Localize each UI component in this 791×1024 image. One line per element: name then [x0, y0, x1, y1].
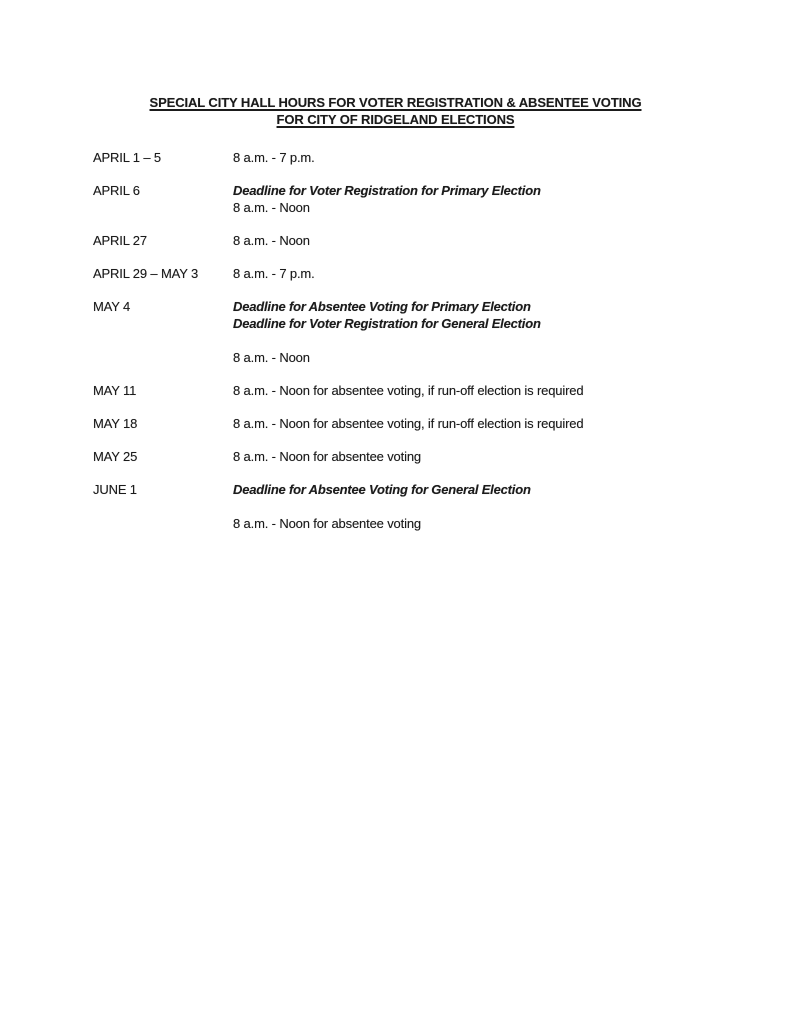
schedule-hours: 8 a.m. - Noon — [233, 350, 310, 365]
schedule-date: APRIL 6 — [93, 183, 140, 198]
schedule-hours: 8 a.m. - 7 p.m. — [233, 266, 315, 281]
schedule-hours: 8 a.m. - Noon for absentee voting — [233, 516, 421, 531]
schedule-row-may-4 — [93, 298, 731, 366]
schedule-date: APRIL 1 – 5 — [93, 150, 161, 165]
document-title — [0, 95, 791, 128]
schedule-row-may-18 — [93, 415, 731, 432]
schedule-deadline-note: Deadline for Absentee Voting for General Election — [233, 482, 531, 497]
schedule-hours: 8 a.m. - 7 p.m. — [233, 150, 315, 165]
schedule-date: MAY 18 — [93, 416, 138, 431]
schedule-row-april-6 — [93, 182, 731, 216]
schedule-row-april-27 — [93, 232, 731, 249]
schedule-row-may-11 — [93, 382, 731, 399]
schedule-date: APRIL 27 — [93, 233, 147, 248]
schedule-hours: 8 a.m. - Noon for absentee voting, if run-off election is required — [233, 416, 584, 431]
schedule-deadline-note: Deadline for Absentee Voting for Primary Election — [233, 299, 531, 314]
schedule-row-april-1-5 — [93, 149, 731, 166]
title-line-2: FOR CITY OF RIDGELAND ELECTIONS — [276, 111, 515, 127]
schedule-date: MAY 25 — [93, 449, 138, 464]
title-line-1: SPECIAL CITY HALL HOURS FOR VOTER REGISTRATION & ABSENTEE VOTING — [149, 95, 642, 110]
schedule-date: MAY 11 — [93, 383, 137, 398]
schedule-hours: 8 a.m. - Noon for absentee voting, if run-off election is required — [233, 383, 584, 398]
schedule-list — [93, 149, 731, 532]
schedule-date: APRIL 29 – MAY 3 — [93, 266, 199, 281]
schedule-hours: 8 a.m. - Noon — [233, 200, 310, 215]
schedule-row-april-29-may-3 — [93, 265, 731, 282]
schedule-deadline-note: Deadline for Voter Registration for Primary Election — [233, 183, 541, 198]
schedule-hours: 8 a.m. - Noon for absentee voting — [233, 449, 421, 464]
schedule-row-may-25 — [93, 448, 731, 465]
schedule-deadline-note: Deadline for Voter Registration for General Election — [233, 316, 541, 331]
schedule-date: MAY 4 — [93, 299, 131, 314]
schedule-row-june-1 — [93, 481, 731, 532]
schedule-hours: 8 a.m. - Noon — [233, 233, 310, 248]
schedule-date: JUNE 1 — [93, 482, 137, 497]
